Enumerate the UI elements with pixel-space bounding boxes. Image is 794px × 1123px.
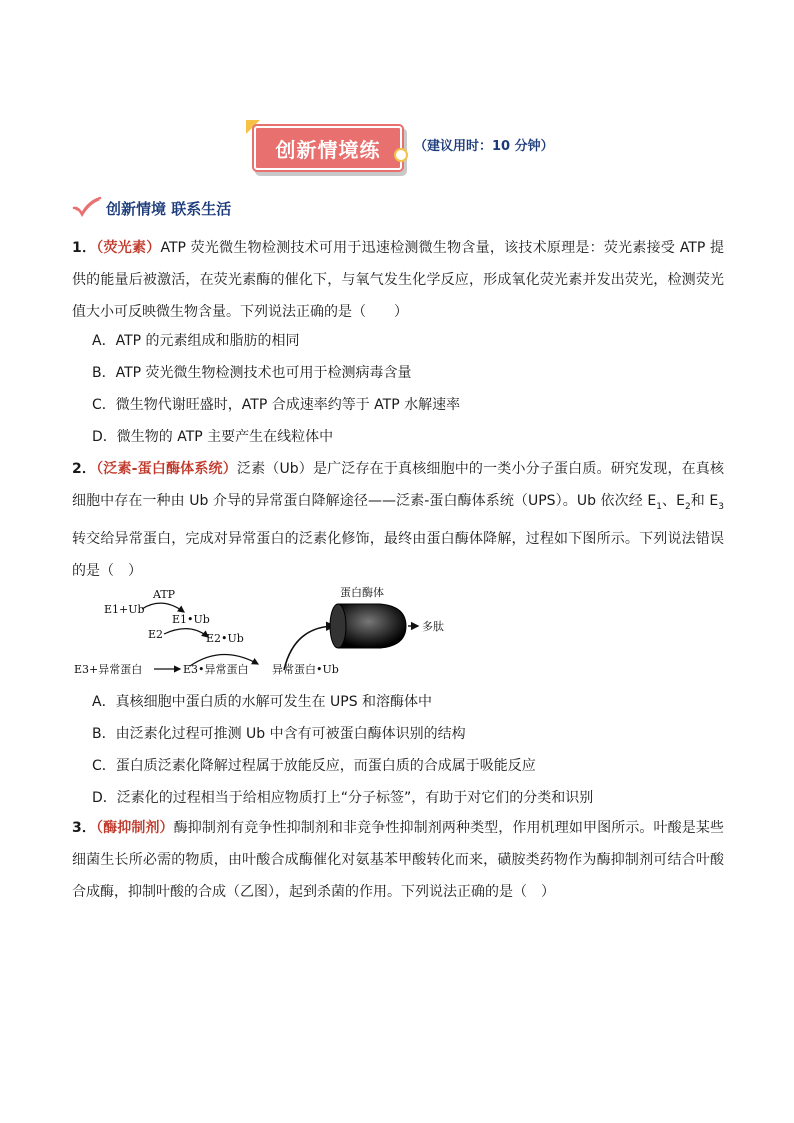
question-number: 2． xyxy=(72,461,97,477)
subscript: 1 xyxy=(656,501,662,512)
time-hint: （建议用时：10 分钟） xyxy=(414,139,554,154)
arrow-e1 xyxy=(142,603,184,612)
option-d: D．泛素化的过程相当于给相应物质打上“分子标签”，有助于对它们的分类和识别 xyxy=(92,790,594,806)
question-3-stem xyxy=(72,812,724,908)
arrow-e2 xyxy=(164,629,208,637)
subscript: 3 xyxy=(718,501,724,512)
label-atp: ATP xyxy=(153,588,176,601)
question-text: ATP 荧光微生物检测技术可用于迅速检测微生物含量，该技术原理是：荧光素接受 ATP 提供的能量后被激活，在荧光素酶的催化下，与氧气发生化学反应，形成氧化荧光素并发出荧光，检测荧光值大小可反映微生物含量。下列说法正确的是（ ） xyxy=(72,240,725,320)
option-b: B．由泛素化过程可推测 Ub 中含有可被蛋白酶体识别的结构 xyxy=(92,726,466,742)
question-tag: （泛素-蛋白酶体系统） xyxy=(96,461,237,477)
pathway-svg xyxy=(72,582,512,682)
label-e3-plus-protein: E3+异常蛋白 xyxy=(74,663,143,676)
section-banner: 创新情境练 xyxy=(254,126,402,170)
label-e3-protein: E3•异常蛋白 xyxy=(183,663,249,676)
label-e2ub: E2•Ub xyxy=(206,632,244,645)
question-number: 3． xyxy=(72,820,96,836)
question-1-stem xyxy=(72,232,724,328)
option-a: A．ATP 的元素组成和脂肪的相同 xyxy=(92,333,300,349)
question-text: 、E xyxy=(661,493,685,509)
question-text: 泛素（Ub）是广泛存在于真核细胞中的一类小分子蛋白质。研究发现，在真核细胞中存在一种由 Ub 介导的异常蛋白降解途径——泛素-蛋白酶体系统（UPS）。Ub 依次经 E xyxy=(72,461,724,509)
question-text: 和 E xyxy=(690,493,719,509)
question-text: 酶抑制剂有竞争性抑制剂和非竞争性抑制剂两种类型，作用机理如甲图所示。叶酸是某些细菌生长所必需的物质，由叶酸合成酶催化对氨基苯甲酸转化而来，磺胺类药物作为酶抑制剂可结合叶酸合成酶，抑制叶酸的合成（乙图），起到杀菌的作用。下列说法正确的是（ ） xyxy=(72,820,725,900)
exercise-header xyxy=(246,120,666,170)
option-a: A．真核细胞中蛋白质的水解可发生在 UPS 和溶酶体中 xyxy=(92,694,433,710)
question-text: 转交给异常蛋白，完成对异常蛋白的泛素化修饰，最终由蛋白酶体降解，过程如下图所示。下列说法错误的是（ ） xyxy=(72,530,724,579)
ring-decoration xyxy=(394,148,408,162)
label-protein-ub: 异常蛋白•Ub xyxy=(272,663,339,676)
option-d: D．微生物的 ATP 主要产生在线粒体中 xyxy=(92,429,334,445)
proteasome-opening xyxy=(330,604,346,648)
question-tag: （酶抑制剂） xyxy=(95,820,174,836)
label-e1ub: E1•Ub xyxy=(172,613,210,626)
proteasome-shape xyxy=(338,604,406,648)
label-peptide: 多肽 xyxy=(422,620,444,633)
option-c: C．微生物代谢旺盛时，ATP 合成速率约等于 ATP 水解速率 xyxy=(92,397,461,413)
question-2-stem xyxy=(72,453,724,587)
ubiquitin-pathway-diagram xyxy=(72,582,512,682)
label-proteasome: 蛋白酶体 xyxy=(340,586,384,599)
question-number: 1． xyxy=(72,240,97,256)
option-b: B．ATP 荧光微生物检测技术也可用于检测病毒含量 xyxy=(92,365,412,381)
option-c: C．蛋白质泛素化降解过程属于放能反应，而蛋白质的合成属于吸能反应 xyxy=(92,758,536,774)
label-e1-plus-ub: E1+Ub xyxy=(104,603,145,616)
label-e2: E2 xyxy=(148,628,164,641)
section-title: 创新情境 联系生活 xyxy=(106,199,232,218)
subscript: 2 xyxy=(684,501,691,512)
question-tag: （荧光素） xyxy=(96,240,161,256)
checkmark-icon xyxy=(72,196,102,220)
section-heading xyxy=(72,196,231,220)
